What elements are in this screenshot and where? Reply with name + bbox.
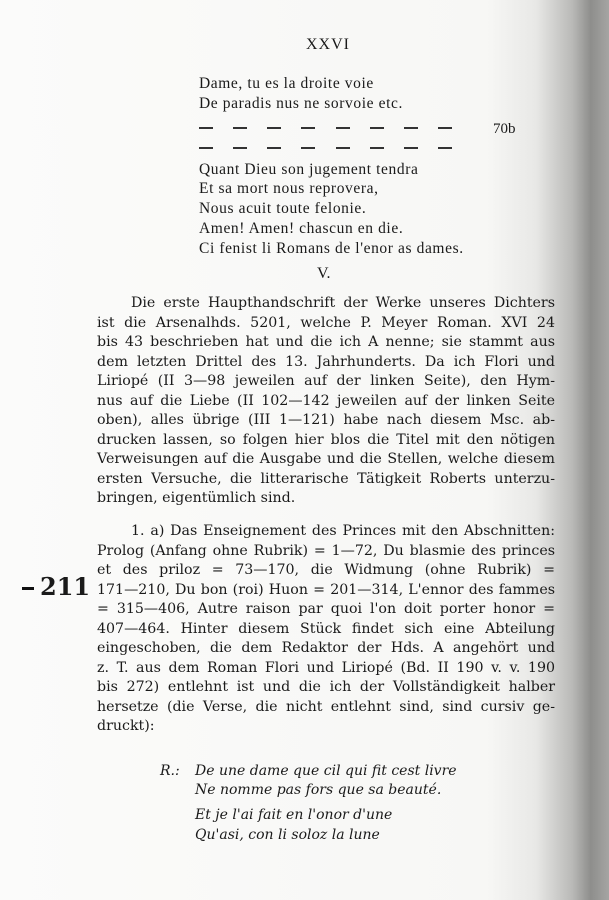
paragraph-line: Prolog (Anfang ohne Rubrik) = 1—72, Du blasmie des princes	[97, 542, 555, 559]
paragraph-line: bis 43 beschrieben hat und die ich A nenne; sie stammt aus	[97, 334, 555, 350]
paragraph-line: et des priloz = 73—170, die Widmung (ohne Rubrik) =	[97, 562, 555, 578]
quote-line: Qu'asi, con li soloz la lune	[195, 827, 380, 843]
verse-line: Dame, tu es la droite voie	[199, 75, 374, 92]
paragraph-line: Die erste Haupthandschrift der Werke unseres Dichters	[131, 295, 555, 311]
paragraph-line: oben), alles übrige (III 1—121) habe nach diesem Msc. ab-	[97, 412, 555, 428]
quote-label: R.:	[160, 763, 180, 779]
verse-line: Et sa mort nous reprovera,	[199, 180, 379, 197]
paragraph-line: 171—210, Du bon (roi) Huon = 201—314, L'ennor des fammes	[97, 581, 555, 598]
verse-line: Ci fenist li Romans de l'enor as dames.	[199, 240, 464, 257]
paragraph-line: = 315—406, Autre raison par quoi l'on doit porter honor =	[97, 601, 555, 617]
verse-line: Amen! Amen! chascun en die.	[199, 220, 404, 237]
handwritten-margin-note	[22, 572, 91, 601]
verse-line: De paradis nus ne sorvoie etc.	[199, 95, 403, 112]
quote-line: Ne nomme pas fors que sa beauté.	[195, 782, 442, 798]
section-heading: V.	[317, 265, 331, 282]
paragraph-line: druckt):	[97, 718, 155, 734]
paragraph-line: dem letzten Drittel des 13. Jahrhunderts. Da ich Flori und	[97, 353, 555, 370]
paragraph-line: 1. a) Das Enseignement des Princes mit den Abschnitten:	[131, 523, 555, 539]
quote-line: Et je l'ai fait en l'onor d'une	[195, 807, 393, 823]
paragraph-line: nus auf die Liebe (II 102—142 jeweilen auf der linken Seite	[97, 392, 555, 409]
paragraph-line: drucken lassen, so folgen hier blos die Titel mit den nötigen	[97, 431, 555, 448]
quote-line: De une dame que cil qui fit cest livre	[195, 763, 457, 779]
paragraph-line: bringen, eigentümlich sind.	[97, 490, 296, 506]
paragraph-line: z. T. aus dem Roman Flori und Liriopé (Bd. II 190 v. v. 190	[97, 659, 555, 676]
paragraph-line: ist die Arsenalhds. 5201, welche P. Meyer Roman. XVI 24	[97, 314, 555, 331]
verse-line: Quant Dieu son jugement tendra	[199, 161, 419, 178]
paragraph-line: bis 272) entlehnt ist und die ich der Vollständigkeit halber	[97, 679, 555, 695]
paragraph-line: eingeschoben, die dem Redaktor der Hds. A angehört und	[97, 640, 555, 656]
paragraph-line: hersetze (die Verse, die nicht entlehnt sind, sind cursiv ge-	[97, 698, 555, 715]
margin-dash	[22, 587, 34, 590]
margin-note-text: 211	[40, 572, 91, 601]
paragraph-line: ersten Versuche, die litterarische Tätigkeit Roberts unterzu-	[97, 470, 555, 487]
folio-reference: 70b	[493, 121, 516, 137]
paragraph-line: Liriopé (II 3—98 jeweilen auf der linken Seite), den Hym-	[97, 373, 555, 389]
paragraph-line: 407—464. Hinter diesem Stück findet sich eine Abteilung	[97, 620, 555, 637]
paragraph-line: Verweisungen auf die Ausgabe und die Stellen, welche diesem	[97, 451, 555, 467]
verse-line: Nous acuit toute felonie.	[199, 200, 367, 217]
page-number: XXVI	[306, 36, 350, 53]
